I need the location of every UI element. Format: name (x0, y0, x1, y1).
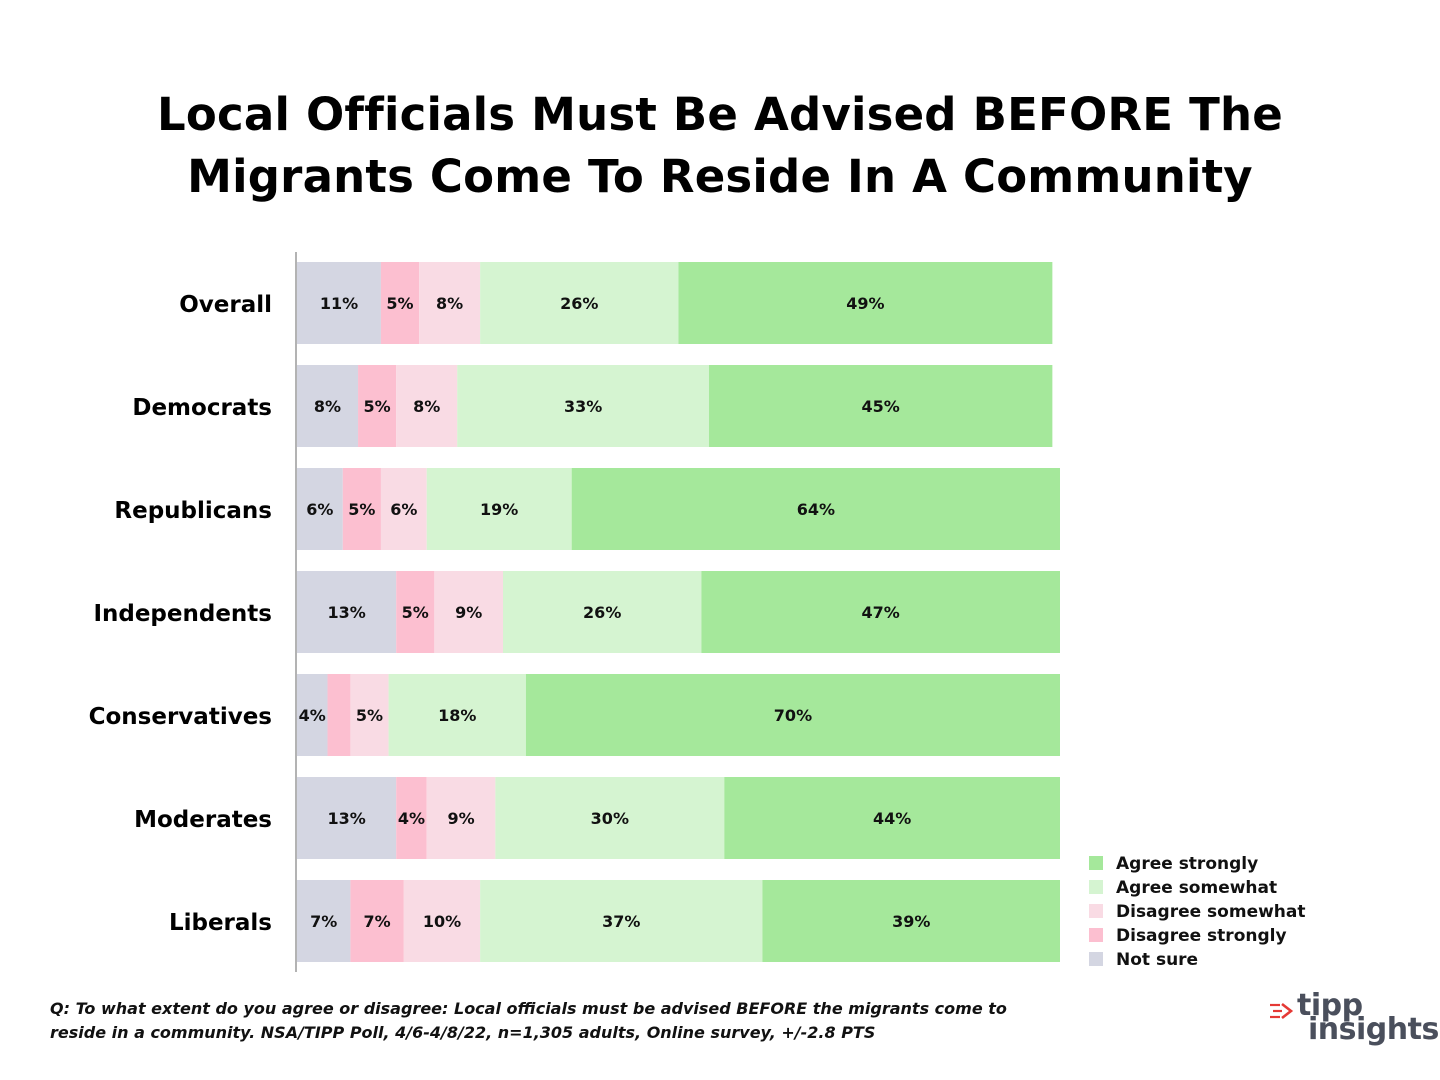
chart-title-line-2: Migrants Come To Reside In A Community (187, 150, 1253, 203)
category-label-moderates: Moderates (134, 807, 272, 833)
data-label-overall-disagree-strongly: 5% (386, 294, 414, 313)
legend-swatch-agree-somewhat (1089, 880, 1103, 894)
legend-label-agree-somewhat: Agree somewhat (1116, 878, 1278, 898)
data-label-democrats-not-sure: 8% (313, 397, 342, 416)
data-label-overall-agree-somewhat: 26% (560, 294, 599, 313)
data-label-democrats-disagree-strongly: 5% (363, 397, 391, 416)
logo-word-tipp: tipp (1297, 988, 1363, 1023)
data-label-republicans-disagree-strongly: 5% (348, 500, 376, 519)
data-label-moderates-agree-somewhat: 30% (590, 809, 629, 828)
data-label-independents-disagree-somewhat: 9% (455, 603, 483, 622)
data-label-democrats-agree-somewhat: 33% (563, 397, 603, 416)
tipp-insights-logo (1262, 988, 1439, 1050)
data-label-republicans-not-sure: 6% (306, 500, 334, 519)
category-label-republicans: Republicans (114, 498, 272, 524)
legend-label-disagree-strongly: Disagree strongly (1116, 926, 1287, 946)
data-label-overall-not-sure: 11% (319, 294, 359, 313)
legend-label-agree-strongly: Agree strongly (1116, 854, 1259, 874)
data-label-republicans-agree-somewhat: 19% (480, 500, 519, 519)
data-label-conservatives-not-sure: 4% (298, 706, 326, 725)
data-label-moderates-disagree-strongly: 4% (397, 809, 426, 828)
data-label-overall-agree-strongly: 49% (846, 294, 885, 313)
data-label-liberals-disagree-strongly: 7% (363, 912, 391, 931)
legend-swatch-disagree-somewhat (1089, 904, 1103, 918)
legend-swatch-agree-strongly (1089, 856, 1103, 870)
data-label-liberals-disagree-somewhat: 10% (422, 912, 462, 931)
category-label-overall: Overall (179, 292, 272, 318)
chart-title-line-1: Local Officials Must Be Advised BEFORE The (157, 88, 1283, 141)
data-label-conservatives-agree-strongly: 70% (773, 706, 813, 725)
data-label-liberals-agree-strongly: 39% (892, 912, 931, 931)
legend-label-not-sure: Not sure (1116, 950, 1199, 970)
data-label-independents-agree-somewhat: 26% (583, 603, 622, 622)
data-label-liberals-agree-somewhat: 37% (602, 912, 641, 931)
category-label-democrats: Democrats (132, 395, 272, 421)
legend-swatch-not-sure (1089, 952, 1103, 966)
data-label-independents-not-sure: 13% (327, 603, 366, 622)
data-label-democrats-disagree-somewhat: 8% (413, 397, 441, 416)
data-label-conservatives-disagree-somewhat: 5% (355, 706, 384, 725)
arrow-lines-icon (1268, 1002, 1294, 1020)
data-label-moderates-agree-strongly: 44% (872, 809, 912, 828)
category-label-liberals: Liberals (168, 910, 272, 936)
data-label-democrats-agree-strongly: 45% (861, 397, 900, 416)
logo-word-insights: insights (1308, 1012, 1439, 1047)
data-label-independents-agree-strongly: 47% (861, 603, 900, 622)
data-label-republicans-disagree-somewhat: 6% (390, 500, 418, 519)
data-label-moderates-not-sure: 13% (327, 809, 366, 828)
data-label-conservatives-agree-somewhat: 18% (438, 706, 477, 725)
footnote-line-2: reside in a community. NSA/TIPP Poll, 4/6-4/8/22, n=1,305 adults, Online survey, +/-2.8 PTS (50, 1023, 876, 1042)
data-label-overall-disagree-somewhat: 8% (436, 294, 464, 313)
bar-segment-conservatives-disagree-strongly (328, 674, 351, 756)
data-label-republicans-agree-strongly: 64% (796, 500, 835, 519)
category-label-conservatives: Conservatives (88, 704, 272, 730)
footnote-line-1: Q: To what extent do you agree or disagree: Local officials must be advised BEFORE the migrants come to (50, 999, 1007, 1018)
category-label-independents: Independents (93, 601, 272, 627)
footnote (50, 997, 1010, 1045)
data-label-moderates-disagree-somewhat: 9% (447, 809, 475, 828)
legend-swatch-disagree-strongly (1089, 928, 1103, 942)
legend-label-disagree-somewhat: Disagree somewhat (1116, 902, 1306, 922)
data-label-liberals-not-sure: 7% (310, 912, 338, 931)
data-label-independents-disagree-strongly: 5% (401, 603, 429, 622)
